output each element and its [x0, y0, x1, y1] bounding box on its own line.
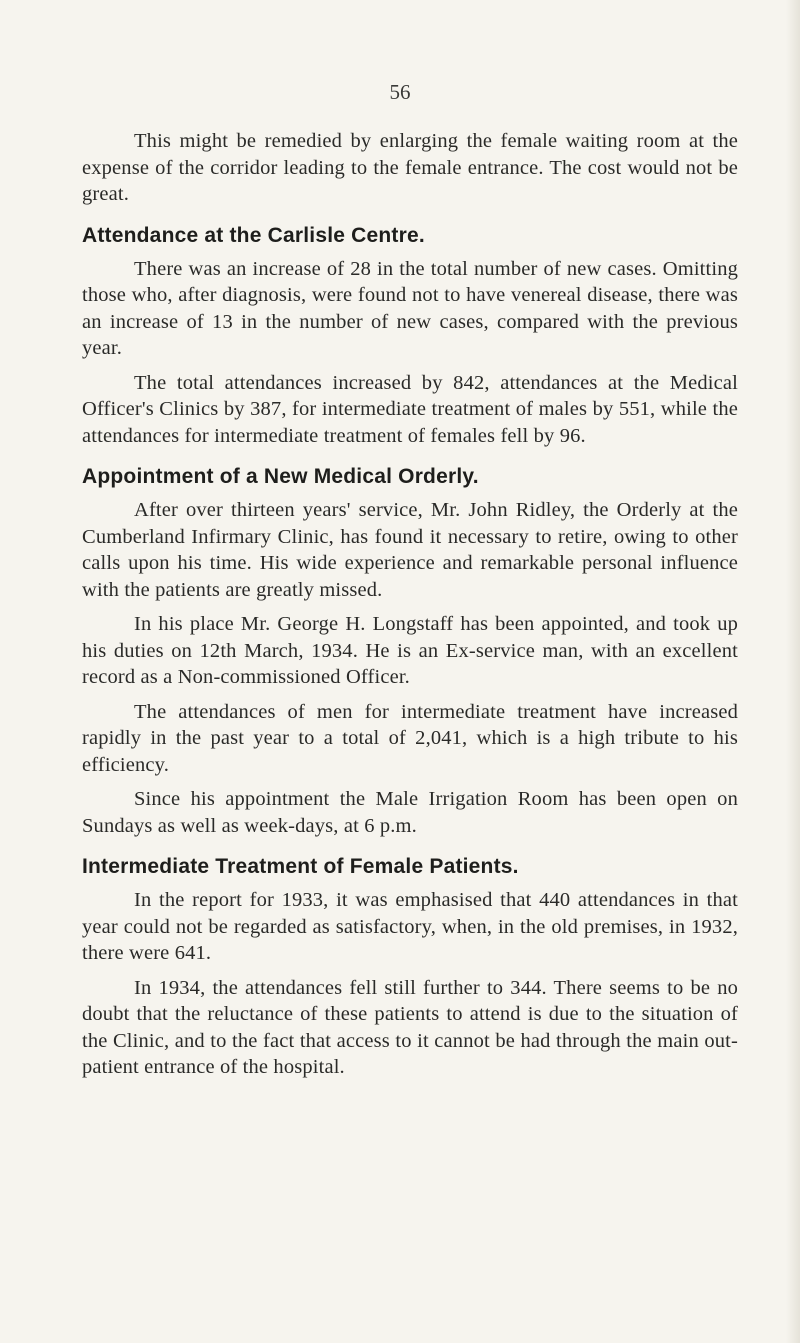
section-female-treatment: [82, 853, 738, 1081]
paragraph: The total attendances increased by 842, attendances at the Medical Officer's Clinics by 387, for intermediate treatment of males by 551, while the attendances for intermediate treatment of females fell by 96.: [82, 371, 738, 447]
paragraph: There was an increase of 28 in the total number of new cases. Omitting those who, after diagnosis, were found not to have venereal disease, there was an increase of 13 in the number of new cases, compared with the previous year.: [82, 257, 738, 359]
paragraph: Since his appointment the Male Irrigation Room has been open on Sundays as well as week-days, at 6 p.m.: [82, 788, 738, 837]
paragraph: After over thirteen years' service, Mr. John Ridley, the Orderly at the Cumberland Infirmary Clinic, has found it necessary to retire, owing to other calls upon his time. His wide experience and remarkable personal influence with the patients are greatly missed.: [82, 499, 738, 601]
section-heading: Attendance at the Carlisle Centre.: [82, 223, 425, 247]
page-number: 56: [389, 80, 411, 104]
page-content: [82, 128, 738, 1081]
section-medical-orderly: [82, 463, 738, 839]
paragraph: In his place Mr. George H. Longstaff has been appointed, and took up his duties on 12th March, 1934. He is an Ex-service man, with an excellent record as a Non-commissioned Officer.: [82, 613, 738, 688]
paragraph: In 1934, the attendances fell still further to 344. There seems to be no doubt that the reluctance of these patients to attend is due to the situation of the Clinic, and to the fact that access to it cannot be had through the main out-patient entrance of the hospital.: [82, 976, 738, 1078]
paragraph: In the report for 1933, it was emphasised that 440 attendances in that year could not be regarded as satisfactory, when, in the old premises, in 1932, there were 641.: [82, 889, 738, 964]
section-heading: Intermediate Treatment of Female Patients.: [82, 855, 519, 878]
page-edge-shadow: [786, 0, 800, 1343]
section-heading: Appointment of a New Medical Orderly.: [82, 465, 479, 488]
paragraph: The attendances of men for intermediate treatment have increased rapidly in the past year to a total of 2,041, which is a high tribute to his efficiency.: [82, 700, 738, 776]
section-carlisle-attendance: [82, 222, 738, 450]
paragraph: This might be remedied by enlarging the female waiting room at the expense of the corridor leading to the female entrance. The cost would not be great.: [82, 130, 738, 205]
section-intro: [82, 128, 738, 208]
